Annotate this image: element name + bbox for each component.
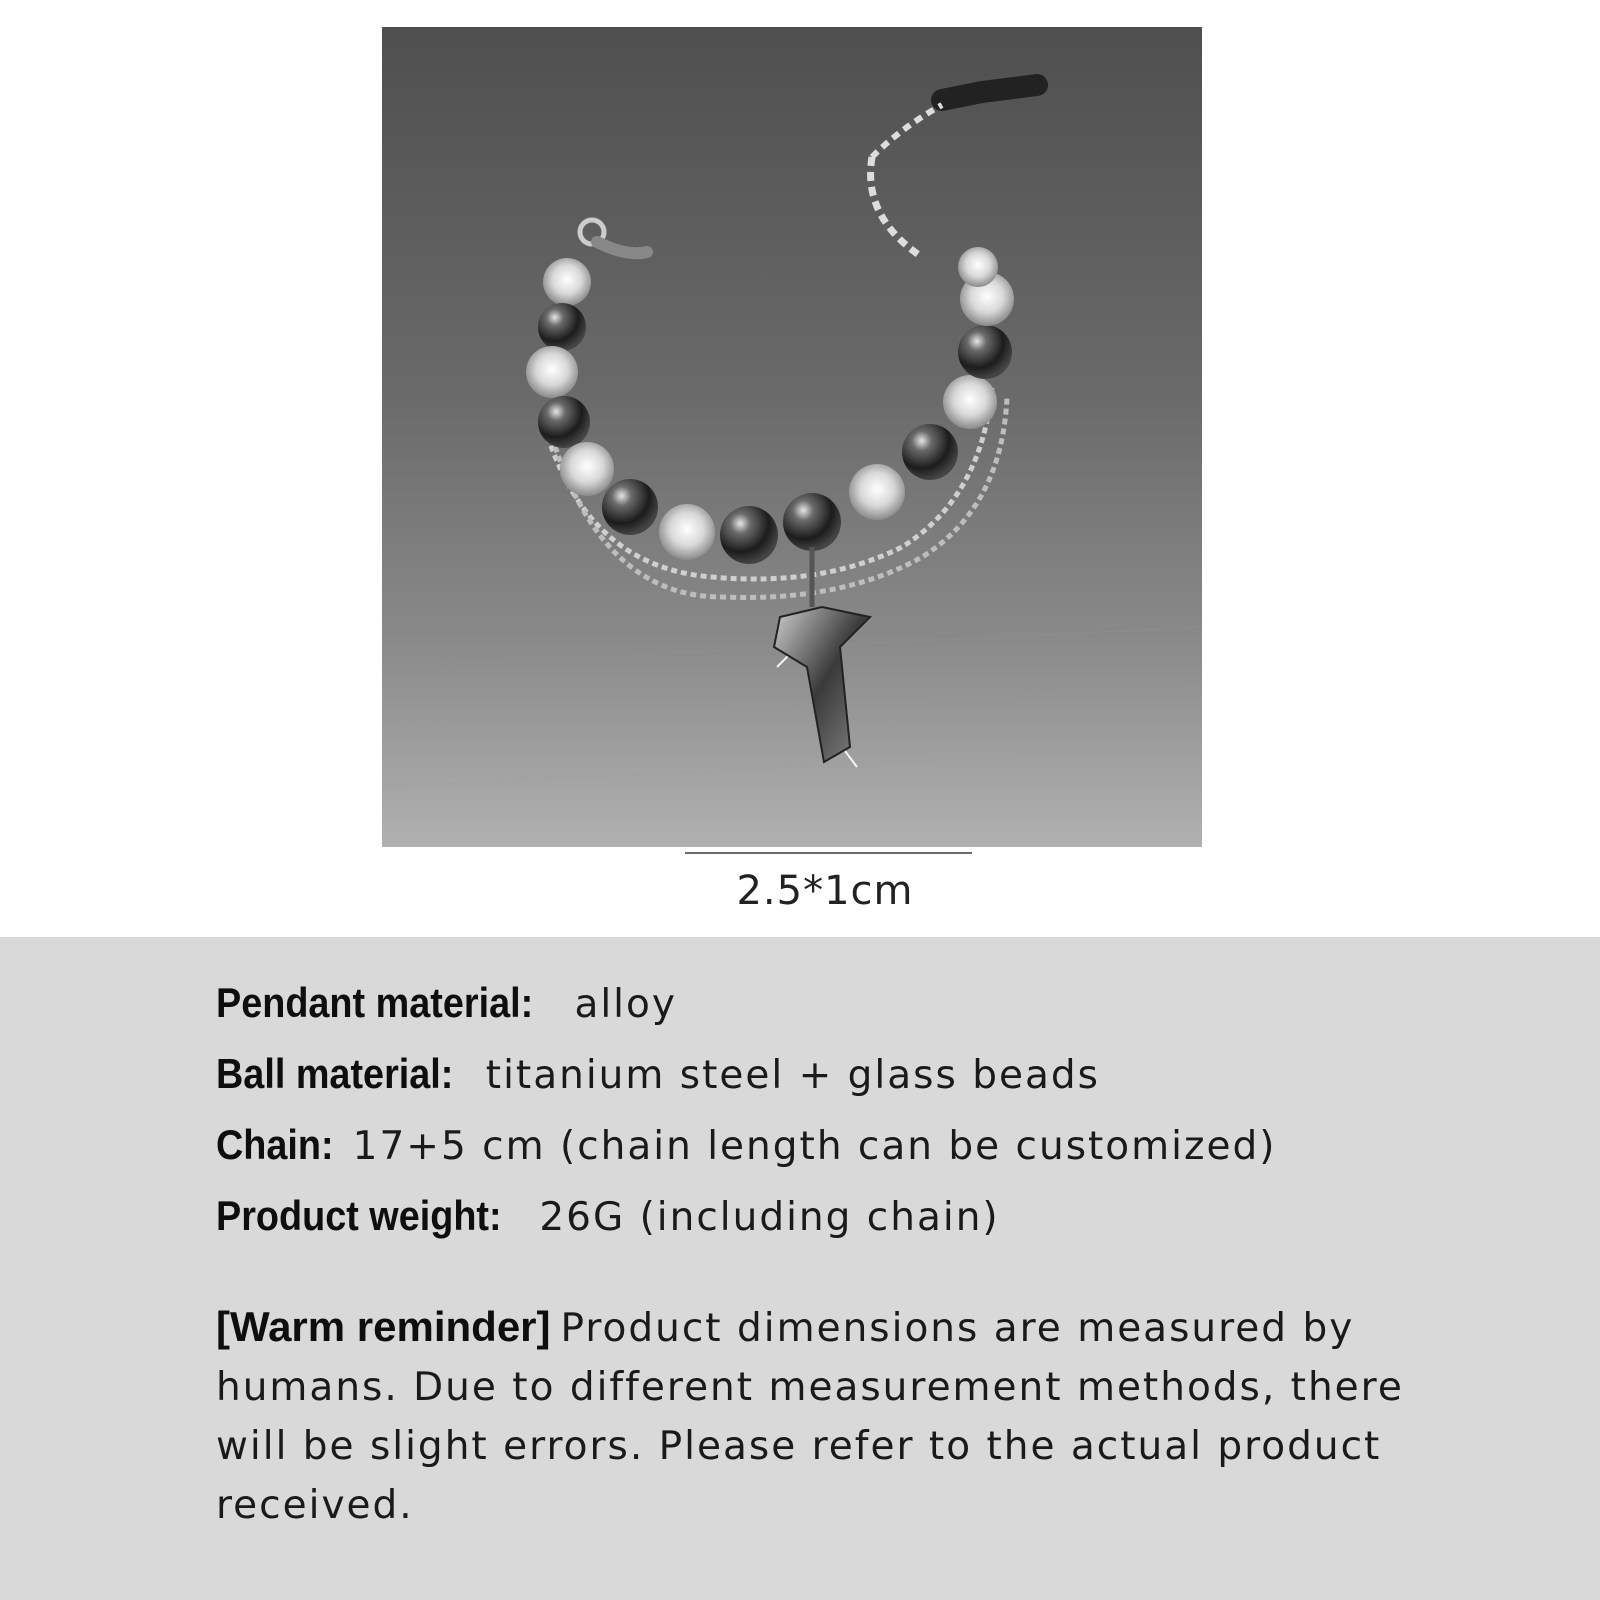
spec-row-product-weight xyxy=(216,1192,1466,1263)
spec-value: 26G (including chain) xyxy=(539,1195,1000,1240)
spec-label: Pendant material: xyxy=(216,979,534,1026)
bracelet-image xyxy=(382,27,1202,847)
spec-label: Ball material: xyxy=(216,1050,454,1097)
spec-value: alloy xyxy=(574,982,677,1027)
reminder-label: [Warm reminder] xyxy=(216,1303,551,1350)
spec-value: titanium steel + glass beads xyxy=(485,1053,1100,1098)
reminder-text: Product dimensions are measured by humans. Due to different measurement methods, there will be slight errors. Please refer to the actual product received. xyxy=(216,1306,1404,1528)
spec-value: 17+5 cm (chain length can be customized) xyxy=(352,1124,1277,1169)
dimension-line xyxy=(685,852,972,854)
spec-label: Product weight: xyxy=(216,1192,502,1239)
spec-list xyxy=(216,979,1466,1263)
spec-label: Chain: xyxy=(216,1121,334,1168)
spec-panel xyxy=(0,937,1600,1600)
product-photo xyxy=(382,27,1202,847)
spec-row-ball-material xyxy=(216,1050,1466,1121)
warm-reminder xyxy=(216,1297,1466,1535)
dimension-label: 2.5*1cm xyxy=(736,868,914,914)
spec-row-chain xyxy=(216,1121,1466,1192)
spec-row-pendant-material xyxy=(216,979,1466,1050)
